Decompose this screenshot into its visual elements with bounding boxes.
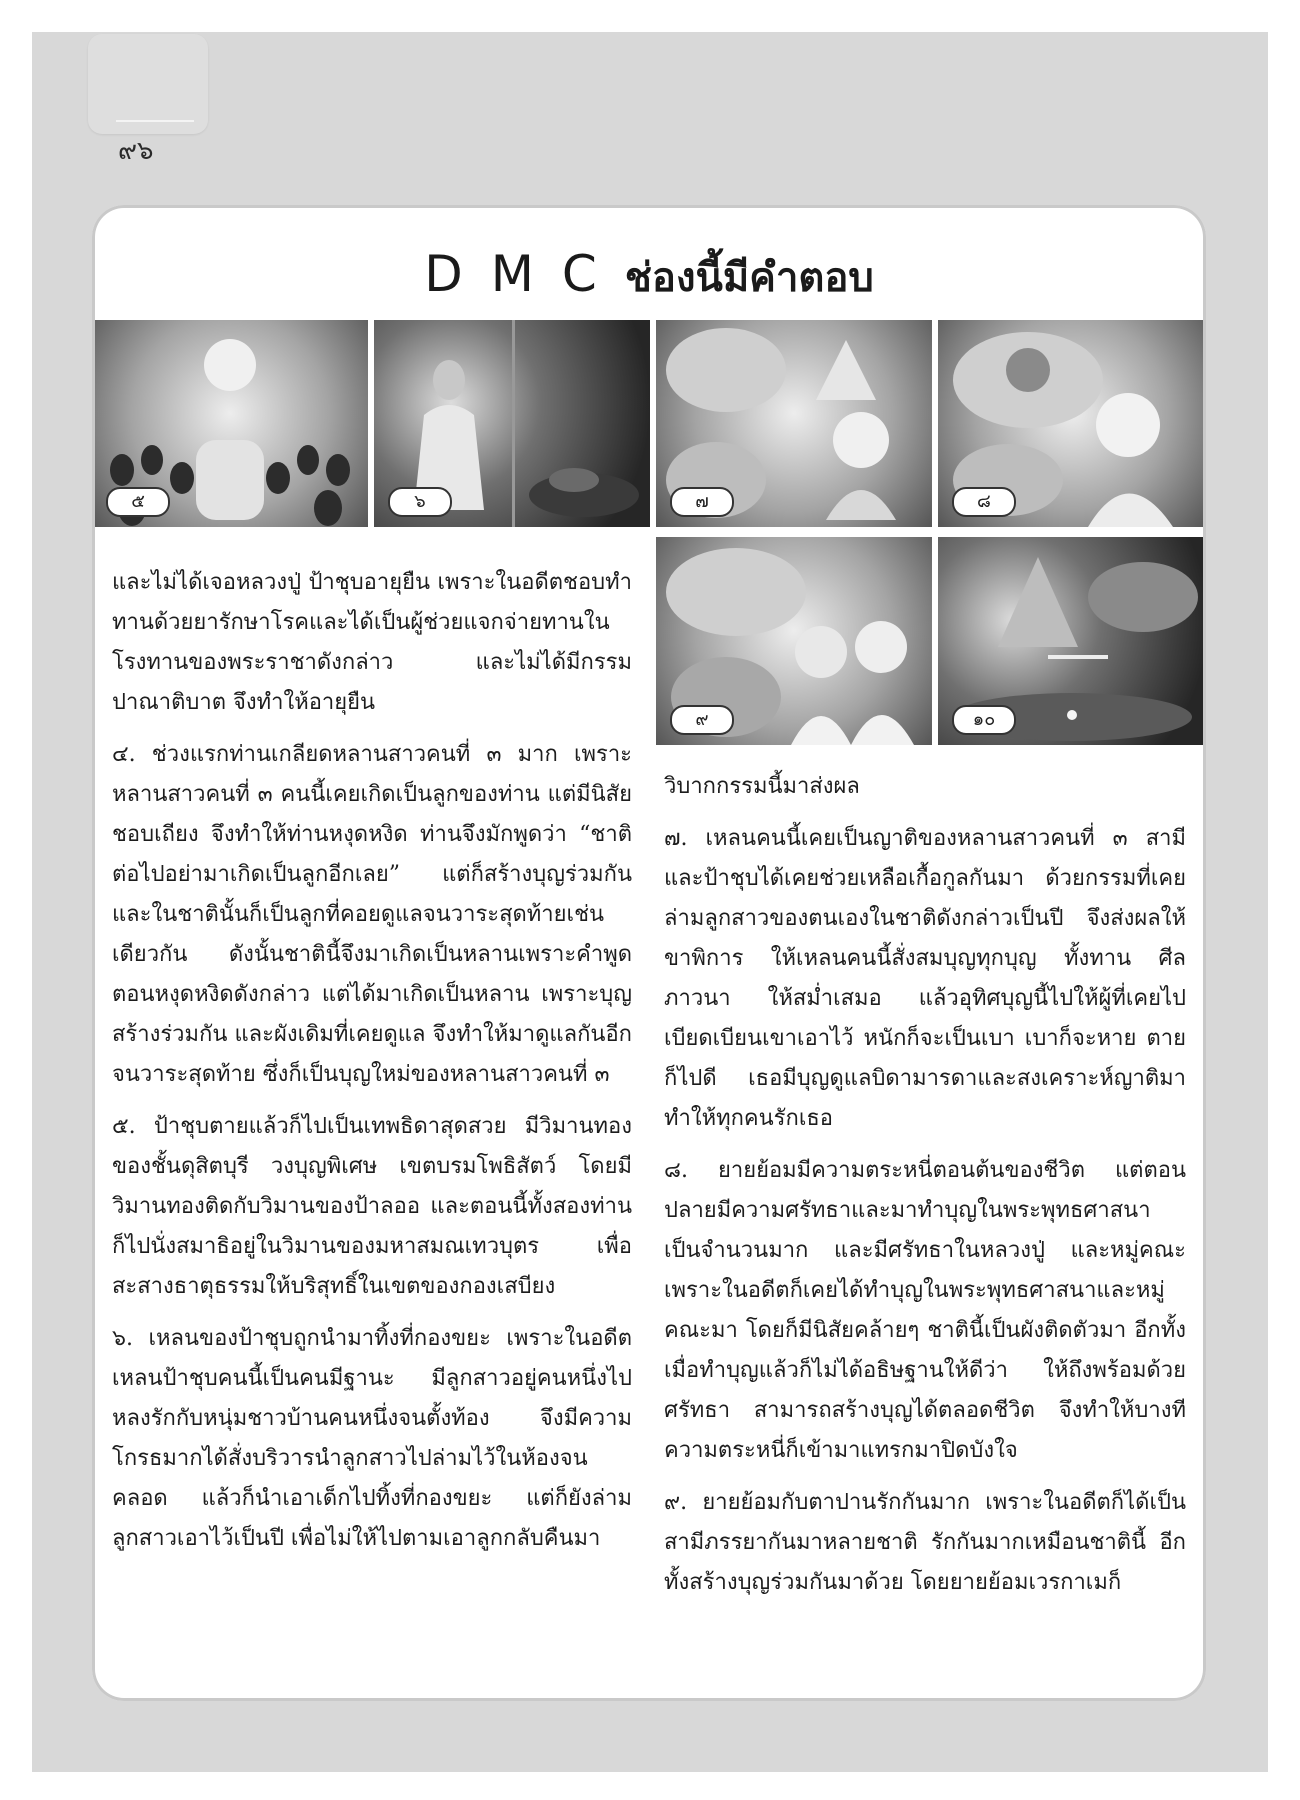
left-text-column <box>112 563 632 1571</box>
content-card <box>92 205 1206 1701</box>
image-label-10: ๑๐ <box>952 705 1016 735</box>
title-latin: DMC <box>424 245 625 303</box>
right-paragraph-1: วิบากกรรมนี้มาส่งผล <box>664 774 860 799</box>
right-text-column <box>664 767 1186 1615</box>
child-praying-image <box>656 320 932 527</box>
meditating-crowd-image <box>92 320 368 527</box>
left-paragraph-3: ๕. ป้าชุบตายแล้วก็ไปเป็นเทพธิดาสุดสวย มีวิมานทองของชั้นดุสิตบุรี วงบุญพิเศษ เขตบรมโพธิสัตว์ โดยมีวิมานทองติดกับวิมานของป้าลออ และตอนนี้ทั้งสองท่านก็ไปนั่งสมาธิอยู่ในวิมานของมหาสมณเทวบุตร เพื่อสะสางธาตุธรรมให้บริสุทธิ์ในเขตของกองเสบียง <box>112 1114 632 1299</box>
image-label-8: ๘ <box>952 487 1016 517</box>
couple-praying-image <box>656 537 932 745</box>
right-paragraph-3: ๘. ยายย้อมมีความตระหนี่ตอนต้นของชีวิต แต่ตอนปลายมีความศรัทธาและมาทำบุญในพระพุทธศาสนาเป็นจำนวนมาก และมีศรัทธาในหลวงปู่ และหมู่คณะ เพราะในอดีตก็เคยได้ทำบุญในพระพุทธศาสนาและหมู่คณะมา โดยก็มีนิสัยคล้ายๆ ชาตินี้เป็นผังติดตัวมา อีกทั้งเมื่อทำบุญแล้วก็ไม่ได้อธิษฐานให้ดีว่า ให้ถึงพร้อมด้วยศรัทธา สามารถสร้างบุญได้ตลอดชีวิต จึงทำให้บางทีความตระหนี่ก็เข้ามาแทรกมาปิดบังใจ <box>664 1158 1186 1463</box>
page-title <box>92 245 1206 309</box>
image-label-5: ๕ <box>106 487 170 517</box>
title-thai: ช่องนี้มีคำตอบ <box>624 255 874 301</box>
page-number: ๙๖ <box>118 136 154 166</box>
image-label-7: ๗ <box>670 487 734 517</box>
elderly-woman-praying-image <box>938 320 1206 527</box>
left-paragraph-4: ๖. เหลนของป้าชุบถูกนำมาทิ้งที่กองขยะ เพราะในอดีตเหลนป้าชุบคนนี้เป็นคนมีฐานะ มีลูกสาวอยู่คนหนึ่งไปหลงรักกับหนุ่มชาวบ้านคนหนึ่งจนตั้งท้อง จึงมีความโกรธมากได้สั่งบริวารนำลูกสาวไปล่ามไว้ในห้องจนคลอด แล้วก็นำเอาเด็กไปทิ้งที่กองขยะ แต่ก็ยังล่ามลูกสาวเอาไว้เป็นปี เพื่อไม่ให้ไปตามเอาลูกกลับคืนมา <box>112 1326 632 1551</box>
pyramid-hall-image <box>938 537 1206 745</box>
left-paragraph-1: และไม่ได้เจอหลวงปู่ ป้าชุบอายุยืน เพราะในอดีตชอบทำทานด้วยยารักษาโรคและได้เป็นผู้ช่วยแจกจ่ายทานในโรงทานของพระราชาดังกล่าว และไม่ได้มีกรรมปาณาติบาต จึงทำให้อายุยืน <box>112 570 632 715</box>
kneeling-woman-image <box>374 320 650 527</box>
page-number-tab <box>88 34 208 134</box>
right-paragraph-4: ๙. ยายย้อมกับตาปานรักกันมาก เพราะในอดีตก็ได้เป็นสามีภรรยากันมาหลายชาติ รักกันมากเหมือนชาตินี้ อีกทั้งสร้างบุญร่วมกันมาด้วย โดยยายย้อมเวรกาเมก็ <box>664 1490 1186 1595</box>
image-label-9: ๙ <box>670 705 734 735</box>
left-paragraph-2: ๔. ช่วงแรกท่านเกลียดหลานสาวคนที่ ๓ มาก เพราะหลานสาวคนที่ ๓ คนนี้เคยเกิดเป็นลูกของท่าน แต่มีนิสัยชอบเถียง จึงทำให้ท่านหงุดหงิด ท่านจึงมักพูดว่า “ชาติต่อไปอย่ามาเกิดเป็นลูกอีกเลย” แต่ก็สร้างบุญร่วมกัน และในชาตินั้นก็เป็นลูกที่คอยดูแลจนวาระสุดท้ายเช่นเดียวกัน ดังนั้นชาตินี้จึงมาเกิดเป็นหลานเพราะคำพูดตอนหงุดหงิดดังกล่าว แต่ได้มาเกิดเป็นหลาน เพราะบุญสร้างร่วมกัน และผังเดิมที่เคยดูแล จึงทำให้มาดูแลกันอีกจนวาระสุดท้าย ซึ่งก็เป็นบุญใหม่ของหลานสาวคนที่ ๓ <box>112 742 632 1087</box>
image-label-6: ๖ <box>388 487 452 517</box>
right-paragraph-2: ๗. เหลนคนนี้เคยเป็นญาติของหลานสาวคนที่ ๓ สามีและป้าชุบได้เคยช่วยเหลือเกื้อกูลกันมา ด้วยกรรมที่เคยล่ามลูกสาวของตนเองในชาติดังกล่าวเป็นปี จึงส่งผลให้ขาพิการ ให้เหลนคนนี้สั่งสมบุญทุกบุญ ทั้งทาน ศีล ภาวนา ให้สม่ำเสมอ แล้วอุทิศบุญนี้ไปให้ผู้ที่เคยไปเบียดเบียนเขาเอาไว้ หนักก็จะเป็นเบา เบาก็จะหาย ตายก็ไปดี เธอมีบุญดูแลบิดามารดาและสงเคราะห์ญาติมา ทำให้ทุกคนรักเธอ <box>664 826 1186 1131</box>
